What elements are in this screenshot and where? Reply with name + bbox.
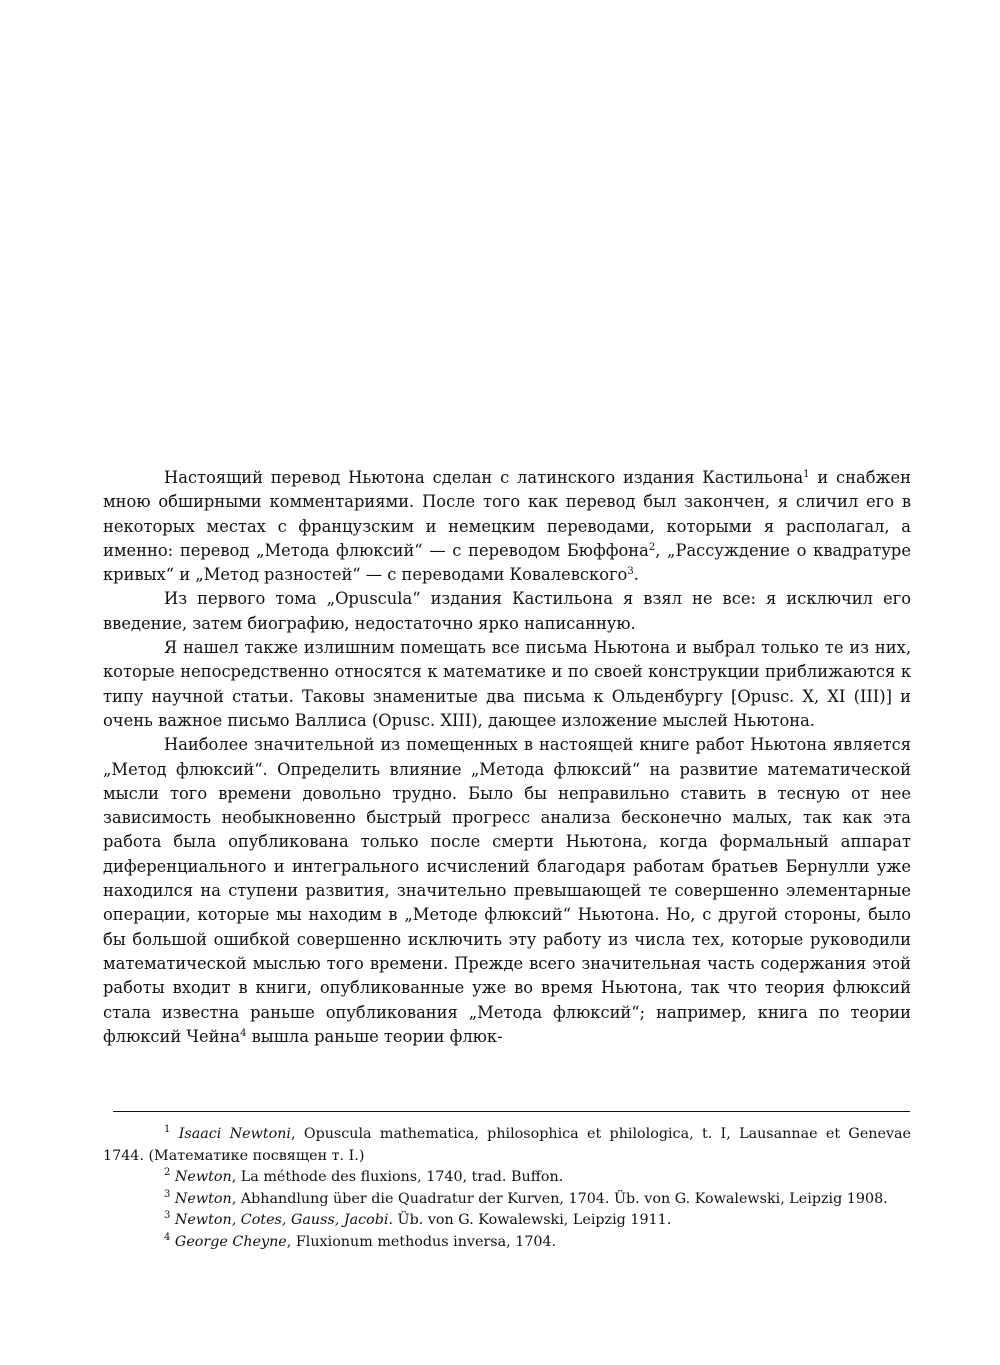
footnotes [103,1124,911,1253]
footnote-author: Newton, Cotes, Gauss, Jacobi [174,1212,389,1228]
footnote-text: . Üb. von G. Kowalewski, Leipzig 1911. [388,1212,672,1228]
footnote-ref: 2 [648,541,656,553]
paragraph-4 [103,733,911,1049]
paragraph-3 [103,636,911,733]
footnote-ref: 4 [240,1027,247,1039]
footnote-number: 4 [164,1231,171,1243]
footnote-text: , Fluxionum methodus inversa, 1704. [286,1233,557,1250]
paragraph-1 [103,466,911,587]
paragraph-text: и снабжен мною обширными комментариями. После того как перевод был закончен, я сличил его в некоторых местах с французским и немецким переводами, которыми я располагал, а именно: перевод „Метода флюксий“ — с переводом Бюффона [103,468,911,560]
footnote-text: , Opuscula mathematica, philosophica et philologica, t. I, Lausannae et Genevae 1744. (Математике посвящен т. I.) [103,1126,912,1164]
paragraph-2 [103,587,911,636]
footnote [103,1232,911,1254]
footnote-author: George Cheyne [174,1233,287,1250]
footnote-author: Newton [174,1190,232,1207]
paragraph-text: , „Рассуждение о квадратуре кривых“ и „Метод разностей“ — с переводами Ковалевского [103,540,911,585]
footnote-number: 3 [164,1188,171,1200]
paragraph-text: Я нашел также излишним помещать все письма Ньютона и выбрал только те из них, которые непосредственно относятся к математике и по своей конструкции приближаются к типу научной статьи. Таковы знаменитые два письма к Ольденбургу [Opusc. X, XI (III)] и очень важное письмо Валлиса (Opusc. XIII), дающее изложение мыслей Ньютона. [103,638,911,730]
footnote-number: 2 [164,1167,171,1178]
footnote [103,1189,911,1211]
paragraph-text: Настоящий перевод Ньютона сделан с латинского издания Кастильона [164,468,804,487]
footnote-ref: 1 [803,469,810,480]
footnote-number: 1 [164,1124,171,1135]
footnote-divider [113,1111,910,1112]
footnote-author: Isaaci Newtoni [178,1126,291,1142]
footnote-number: 3 [164,1210,171,1221]
paragraph-text: вышла раньше теории флюк- [246,1026,503,1046]
body-text [103,466,911,1049]
footnote-author: Newton [174,1169,232,1185]
footnote-ref: 3 [627,566,634,578]
paragraph-text: Из первого тома „Opuscula“ издания Кастильона я взял не все: я исключил его введение, затем биографию, недостаточно ярко написанную. [103,589,911,633]
paragraph-text: . [633,565,639,585]
footnote [103,1210,911,1232]
paragraph-text: Наиболее значительной из помещенных в настоящей книге работ Ньютона является „Метод флюксий“. Определить влияние „Метода флюксий“ на развитие математической мысли того времени довольно трудно. Было бы неправильно ставить в тесную от нее зависимость необыкновенно быстрый прогресс анализа бесконечно малых, так как эта работа была опубликована только после смерти Ньютона, когда формальный аппарат диференциального и интегрального исчислений благодаря работам братьев Бернулли уже находился на ступени развития, значительно превышающей те совершенно элементарные операции, которые мы находим в „Методе флюксий“ Ньютона. Но, с другой стороны, было бы большой ошибкой совершенно исключить эту работу из числа тех, которые руководили математической мыслью того времени. Прежде всего значительная часть содержания этой работы входит в книги, опубликованные уже во время Ньютона, так что теория флюксий стала известна раньше опубликования „Метода флюксий“; например, книга по теории флюксий Чейна [103,735,911,1046]
footnote [103,1167,911,1189]
footnote-text: , La méthode des fluxions, 1740, trad. Buffon. [231,1169,564,1185]
footnote-text: , Abhandlung über die Quadratur der Kurven, 1704. Üb. von G. Kowalewski, Leipzig 1908. [231,1190,888,1207]
footnote [103,1124,911,1167]
